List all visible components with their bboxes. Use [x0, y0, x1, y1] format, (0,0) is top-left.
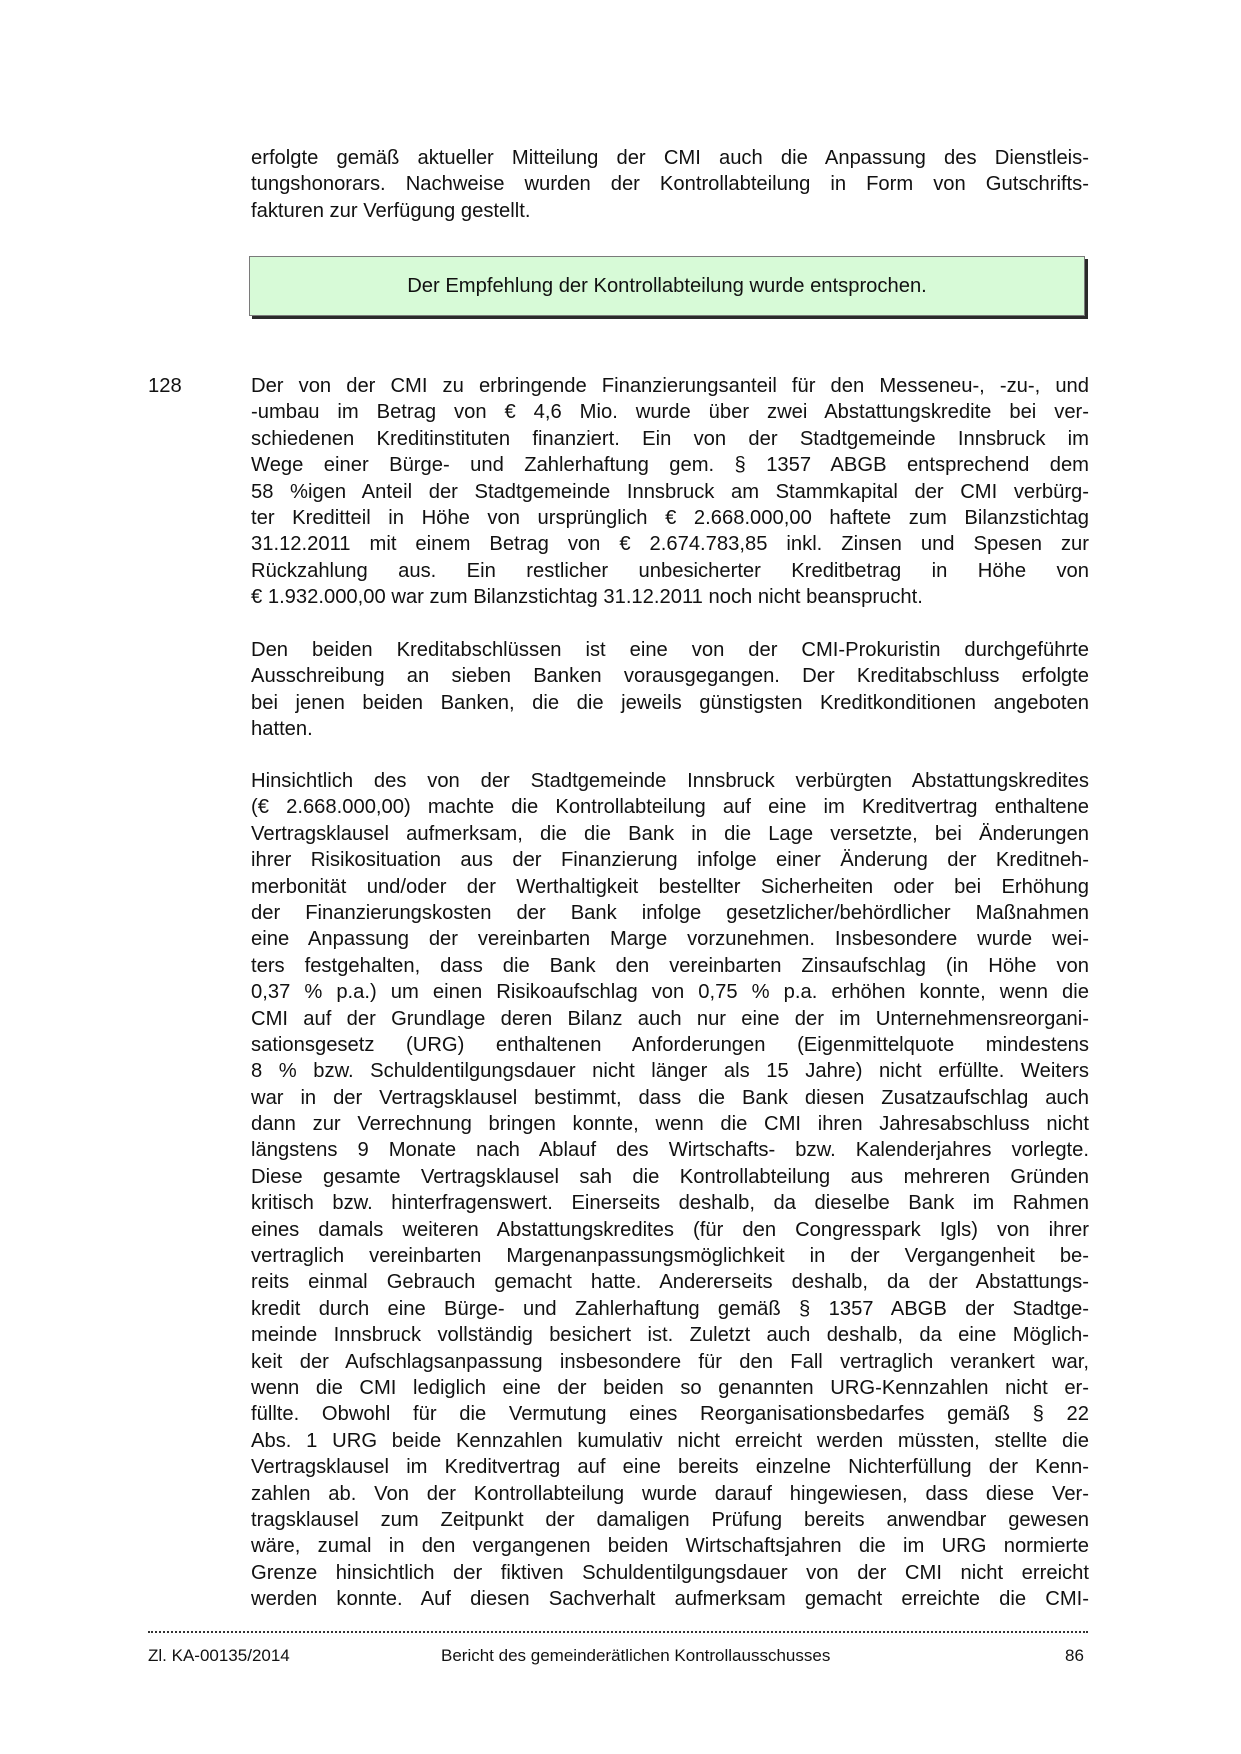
text-line: 31.12.2011 mit einem Betrag von € 2.674.783,85 inkl. Zinsen und Spesen zur	[251, 533, 1089, 556]
text-line: eines damals weiteren Abstattungskredites (für den Congresspark Igls) von ihrer	[251, 1218, 1089, 1241]
page-number: 86	[1065, 1646, 1084, 1665]
text-line: füllte. Obwohl für die Vermutung eines Reorganisationsbedarfes gemäß § 22	[251, 1403, 1089, 1426]
text-line: längstens 9 Monate nach Ablauf des Wirtschafts- bzw. Kalenderjahres vorlegte.	[251, 1139, 1089, 1162]
text-line: (€ 2.668.000,00) machte die Kontrollabteilung auf eine im Kreditvertrag enthaltene	[251, 796, 1089, 819]
text-line: keit der Aufschlagsanpassung insbesondere für den Fall vertraglich verankert war,	[251, 1350, 1089, 1373]
text-line: wenn die CMI lediglich eine der beiden so genannten URG-Kennzahlen nicht er-	[251, 1376, 1089, 1399]
text-line: 8 % bzw. Schuldentilgungsdauer nicht länger als 15 Jahre) nicht erfüllte. Weiters	[251, 1060, 1089, 1083]
text-line: kritisch bzw. hinterfragenswert. Einerseits deshalb, da dieselbe Bank im Rahmen	[251, 1192, 1089, 1215]
text-line: 0,37 % p.a.) um einen Risikoaufschlag von 0,75 % p.a. erhöhen konnte, wenn die	[251, 981, 1089, 1004]
text-line: dann zur Verrechnung bringen konnte, wenn die CMI ihren Jahresabschluss nicht	[251, 1113, 1089, 1136]
text-line: ihrer Risikosituation aus der Finanzierung infolge einer Änderung der Kreditneh-	[251, 849, 1089, 872]
text-line: Abs. 1 URG beide Kennzahlen kumulativ nicht erreicht werden müssten, stellte die	[251, 1429, 1089, 1452]
text-line: 58 %igen Anteil der Stadtgemeinde Innsbruck am Stammkapital der CMI verbürg-	[251, 480, 1089, 503]
text-line: Der von der CMI zu erbringende Finanzierungsanteil für den Messeneu-, -zu-, und	[251, 375, 1089, 397]
intro-paragraph	[251, 145, 1089, 224]
text-line: Ausschreibung an sieben Banken vorausgegangen. Der Kreditabschluss erfolgte	[251, 665, 1089, 688]
text-line: fakturen zur Verfügung gestellt.	[251, 199, 531, 222]
text-line: der Finanzierungskosten der Bank infolge gesetzlicher/behördlicher Maßnahmen	[251, 901, 1089, 924]
text-line: Diese gesamte Vertragsklausel sah die Kontrollabteilung aus mehreren Gründen	[251, 1165, 1089, 1188]
text-line: ter Kreditteil in Höhe von ursprünglich € 2.668.000,00 haftete zum Bilanzstichtag	[251, 506, 1089, 529]
text-line: Hinsichtlich des von der Stadtgemeinde Innsbruck verbürgten Abstattungskredites	[251, 770, 1089, 792]
text-line: Rückzahlung aus. Ein restlicher unbesicherter Kreditbetrag in Höhe von	[251, 559, 1089, 582]
text-line: merbonität und/oder der Werthaltigkeit bestellter Sicherheiten oder bei Erhöhung	[251, 875, 1089, 898]
footer-divider	[148, 1631, 1088, 1633]
footer-reference: Zl. KA-00135/2014	[148, 1646, 290, 1665]
text-line: Wege einer Bürge- und Zahlerhaftung gem. § 1357 ABGB entsprechend dem	[251, 454, 1089, 477]
text-line: hatten.	[251, 718, 313, 741]
text-line: bei jenen beiden Banken, die die jeweils günstigsten Kreditkonditionen angeboten	[251, 691, 1089, 714]
text-line: € 1.932.000,00 war zum Bilanzstichtag 31.12.2011 noch nicht beansprucht.	[251, 586, 923, 609]
section-paragraph-1	[251, 373, 1089, 611]
text-line: wäre, zumal in den vergangenen beiden Wirtschaftsjahren die im URG normierte	[251, 1535, 1089, 1558]
text-line: werden konnte. Auf diesen Sachverhalt aufmerksam gemacht erreichte die CMI-	[251, 1588, 1089, 1611]
text-line: Grenze hinsichtlich der fiktiven Schuldentilgungsdauer von der CMI nicht erreicht	[251, 1561, 1089, 1584]
text-line: reits einmal Gebrauch gemacht hatte. Andererseits deshalb, da der Abstattungs-	[251, 1271, 1089, 1294]
text-line: Vertragsklausel aufmerksam, die die Bank in die Lage versetzte, bei Änderungen	[251, 822, 1089, 845]
text-line: tungshonorars. Nachweise wurden der Kontrollabteilung in Form von Gutschrifts-	[251, 173, 1089, 196]
text-line: schiedenen Kreditinstituten finanziert. Ein von der Stadtgemeinde Innsbruck im	[251, 427, 1089, 450]
footer-title: Bericht des gemeinderätlichen Kontrollausschusses	[441, 1646, 831, 1665]
text-line: Den beiden Kreditabschlüssen ist eine von der CMI-Prokuristin durchgeführte	[251, 639, 1089, 661]
section-paragraph-3	[251, 768, 1089, 1613]
text-line: vertraglich vereinbarten Margenanpassungsmöglichkeit in der Vergangenheit be-	[251, 1245, 1089, 1268]
text-line: Vertragsklausel im Kreditvertrag auf eine bereits einzelne Nichterfüllung der Kenn-	[251, 1456, 1089, 1479]
text-line: tragsklausel zum Zeitpunkt der damaligen Prüfung bereits anwendbar gewesen	[251, 1508, 1089, 1531]
text-line: meinde Innsbruck vollständig besichert ist. Zuletzt auch deshalb, da eine Möglich-	[251, 1324, 1089, 1347]
text-line: eine Anpassung der vereinbarten Marge vorzunehmen. Insbesondere wurde wei-	[251, 928, 1089, 951]
text-line: zahlen ab. Von der Kontrollabteilung wurde darauf hingewiesen, dass diese Ver-	[251, 1482, 1089, 1505]
section-number: 128	[148, 375, 182, 397]
text-line: ters festgehalten, dass die Bank den vereinbarten Zinsaufschlag (in Höhe von	[251, 954, 1089, 977]
text-line: erfolgte gemäß aktueller Mitteilung der CMI auch die Anpassung des Dienstleis-	[251, 147, 1089, 169]
recommendation-text: Der Empfehlung der Kontrollabteilung wurde entsprochen.	[407, 274, 927, 297]
text-line: sationsgesetz (URG) enthaltenen Anforderungen (Eigenmittelquote mindestens	[251, 1033, 1089, 1056]
text-line: CMI auf der Grundlage deren Bilanz auch nur eine der im Unternehmensreorgani-	[251, 1007, 1089, 1030]
recommendation-box	[249, 256, 1085, 316]
text-line: -umbau im Betrag von € 4,6 Mio. wurde über zwei Abstattungskredite bei ver-	[251, 401, 1089, 424]
text-line: war in der Vertragsklausel bestimmt, dass die Bank diesen Zusatzaufschlag auch	[251, 1086, 1089, 1109]
text-line: kredit durch eine Bürge- und Zahlerhaftung gemäß § 1357 ABGB der Stadtge-	[251, 1297, 1089, 1320]
section-paragraph-2	[251, 637, 1089, 743]
